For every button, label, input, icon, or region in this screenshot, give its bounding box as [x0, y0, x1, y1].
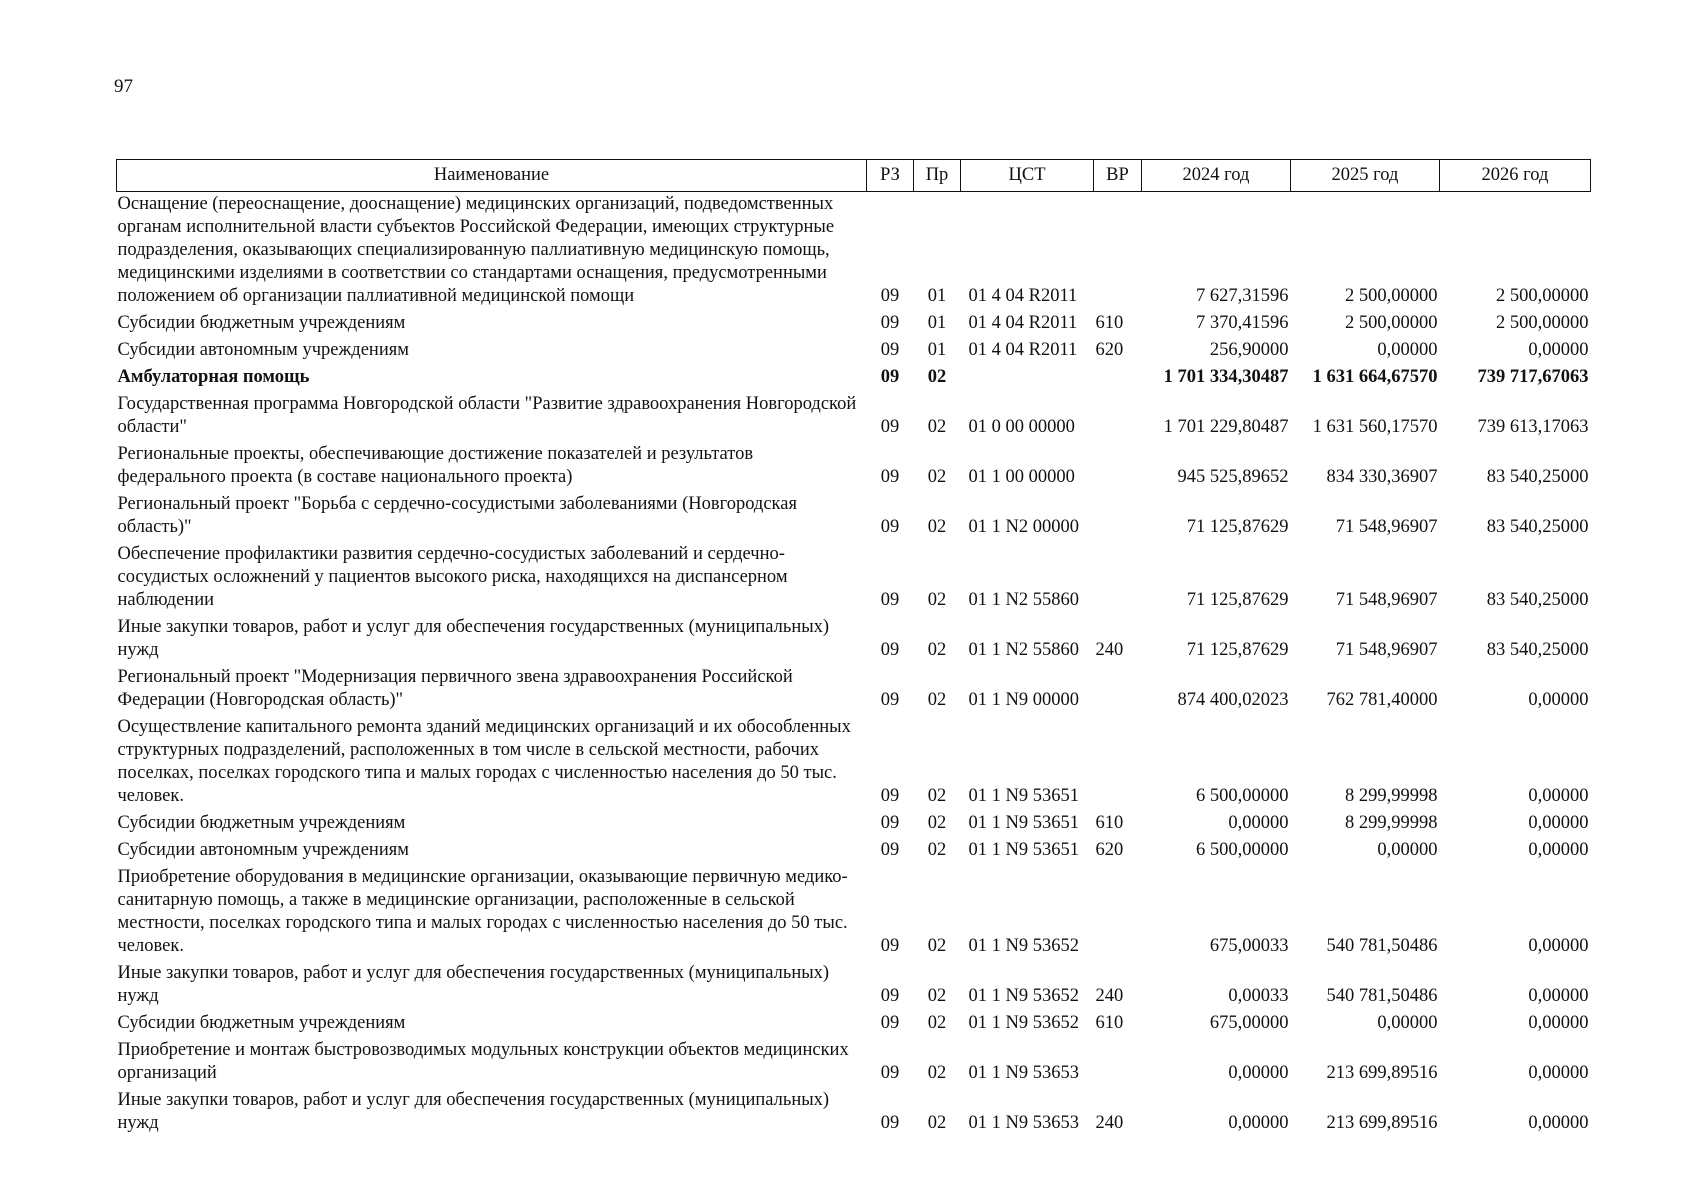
- cell-vr: 620: [1095, 840, 1124, 860]
- cell-2025: 71 548,96907: [1335, 517, 1438, 537]
- cell-2026: 0,00000: [1528, 786, 1589, 806]
- cell-2024: 945 525,89652: [1177, 467, 1289, 487]
- table-row: [117, 716, 1591, 812]
- cell-rz: 09: [880, 313, 900, 333]
- cell-2024: 71 125,87629: [1186, 590, 1289, 610]
- cell-cst: 01 0 00 00000: [968, 417, 1075, 437]
- cell-2024: 7 370,41596: [1196, 313, 1289, 333]
- cell-rz: 09: [880, 840, 900, 860]
- cell-pr: 01: [927, 286, 947, 306]
- cell-2024: 71 125,87629: [1186, 640, 1289, 660]
- cell-cst: 01 1 N9 53651: [968, 840, 1079, 860]
- cell-2025: 762 781,40000: [1326, 690, 1438, 710]
- page-number: 97: [114, 76, 133, 97]
- cell-rz: 09: [880, 417, 900, 437]
- header-2026: 2026 год: [1440, 160, 1591, 192]
- table-row: [117, 866, 1591, 962]
- cell-2025: 8 299,99998: [1345, 813, 1438, 833]
- header-rz: РЗ: [867, 160, 914, 192]
- cell-vr: [1094, 393, 1142, 443]
- cell-2025: 213 699,89516: [1326, 1063, 1438, 1083]
- cell-vr: 240: [1095, 1113, 1124, 1133]
- table-row: [117, 366, 1591, 393]
- cell-pr: 02: [927, 936, 947, 956]
- cell-2025: 1 631 560,17570: [1312, 417, 1438, 437]
- cell-cst: 01 1 N9 00000: [968, 690, 1079, 710]
- cell-name: Субсидии автономным учреждениям: [117, 840, 409, 860]
- cell-2026: 0,00000: [1528, 340, 1589, 360]
- cell-rz: 09: [880, 517, 900, 537]
- cell-cst: [961, 366, 1094, 393]
- cell-2026: 0,00000: [1528, 1013, 1589, 1033]
- cell-2025: 2 500,00000: [1345, 313, 1438, 333]
- cell-pr: 01: [927, 340, 947, 360]
- cell-vr: 240: [1095, 986, 1124, 1006]
- cell-rz: 09: [880, 640, 900, 660]
- header-row: [117, 160, 1591, 192]
- cell-2024: 256,90000: [1209, 340, 1289, 360]
- cell-name: Осуществление капитального ремонта зданий медицинских организаций и их обособленных структурных подразделений, расположенных в том числе в сельской местности, рабочих поселках, поселках городского типа и малых городах с численностью населения до 50 тыс. человек.: [117, 717, 851, 806]
- cell-2024: 71 125,87629: [1186, 517, 1289, 537]
- cell-name: Обеспечение профилактики развития сердечно-сосудистых заболеваний и сердечно-сосудистых осложнений у пациентов высокого риска, находящихся на диспансерном наблюдении: [117, 544, 788, 610]
- table-row: [117, 1012, 1591, 1039]
- cell-2026: 2 500,00000: [1496, 313, 1589, 333]
- cell-vr: [1094, 192, 1142, 313]
- cell-2026: 83 540,25000: [1486, 590, 1589, 610]
- cell-pr: 02: [927, 786, 947, 806]
- cell-pr: 02: [927, 690, 947, 710]
- cell-name: Иные закупки товаров, работ и услуг для обеспечения государственных (муниципальных) нужд: [117, 963, 830, 1006]
- cell-2024: 675,00033: [1209, 936, 1289, 956]
- cell-rz: 09: [880, 986, 900, 1006]
- cell-cst: 01 1 N9 53652: [968, 1013, 1079, 1033]
- cell-name: Региональный проект "Борьба с сердечно-сосудистыми заболеваниями (Новгородская область)": [117, 494, 797, 537]
- cell-name: Иные закупки товаров, работ и услуг для обеспечения государственных (муниципальных) нужд: [117, 1090, 830, 1133]
- cell-2026: 0,00000: [1528, 813, 1589, 833]
- cell-vr: [1094, 443, 1142, 493]
- cell-2026: 0,00000: [1528, 1063, 1589, 1083]
- cell-vr: 610: [1095, 813, 1124, 833]
- cell-rz: 09: [880, 786, 900, 806]
- cell-name: Приобретение и монтаж быстровозводимых модульных конструкции объектов медицинских организаций: [117, 1040, 849, 1083]
- cell-pr: 02: [927, 417, 947, 437]
- cell-rz: 09: [880, 1063, 900, 1083]
- cell-2025: 71 548,96907: [1335, 640, 1438, 660]
- cell-rz: 09: [880, 1113, 900, 1133]
- cell-2026: 83 540,25000: [1486, 467, 1589, 487]
- cell-name: Субсидии автономным учреждениям: [117, 340, 409, 360]
- cell-2026: 2 500,00000: [1496, 286, 1589, 306]
- cell-2025: 71 548,96907: [1335, 590, 1438, 610]
- cell-pr: 02: [927, 1013, 947, 1033]
- table-row: [117, 192, 1591, 313]
- cell-2024: 1 701 334,30487: [1163, 367, 1289, 387]
- cell-name: Амбулаторная помощь: [117, 367, 310, 387]
- cell-cst: 01 1 N2 55860: [968, 590, 1079, 610]
- cell-2024: 7 627,31596: [1196, 286, 1289, 306]
- cell-2024: 6 500,00000: [1196, 786, 1289, 806]
- cell-name: Приобретение оборудования в медицинские организации, оказывающие первичную медико-санитарную помощь, а также в медицинские организации, расположенные в сельской местности, поселках городского типа и малых городах с численностью населения до 50 тыс. человек.: [117, 867, 848, 956]
- cell-cst: 01 1 N9 53651: [968, 813, 1079, 833]
- cell-pr: 02: [927, 640, 947, 660]
- cell-name: Оснащение (переоснащение, дооснащение) медицинских организаций, подведомственных органам исполнительной власти субъектов Российской Федерации, имеющих структурные подразделения, оказывающих специализированную паллиативную медицинскую помощь, медицинскими изделиями в соответствии со стандартами оснащения, предусмотренными положением об организации паллиативной медицинской помощи: [117, 194, 835, 306]
- cell-2026: 0,00000: [1528, 986, 1589, 1006]
- cell-cst: 01 1 N2 55860: [968, 640, 1079, 660]
- cell-rz: 09: [880, 467, 900, 487]
- cell-2024: 0,00000: [1228, 813, 1289, 833]
- cell-cst: 01 4 04 R2011: [968, 313, 1078, 333]
- table-row: [117, 493, 1591, 543]
- cell-2024: 0,00000: [1228, 1063, 1289, 1083]
- cell-pr: 02: [927, 986, 947, 1006]
- cell-vr: 610: [1095, 1013, 1124, 1033]
- header-2024: 2024 год: [1142, 160, 1291, 192]
- cell-name: Региональные проекты, обеспечивающие достижение показателей и результатов федерального проекта (в составе национального проекта): [117, 444, 754, 487]
- cell-pr: 02: [927, 590, 947, 610]
- cell-2026: 739 613,17063: [1477, 417, 1589, 437]
- cell-2025: 0,00000: [1377, 840, 1438, 860]
- cell-pr: 02: [927, 813, 947, 833]
- cell-2025: 2 500,00000: [1345, 286, 1438, 306]
- cell-vr: [1094, 666, 1142, 716]
- cell-rz: 09: [880, 367, 900, 387]
- cell-2026: 83 540,25000: [1486, 640, 1589, 660]
- cell-cst: 01 1 N9 53652: [968, 986, 1079, 1006]
- cell-2025: 1 631 664,67570: [1312, 367, 1438, 387]
- cell-rz: 09: [880, 286, 900, 306]
- cell-2024: 0,00000: [1228, 1113, 1289, 1133]
- header-cst: ЦСТ: [961, 160, 1094, 192]
- cell-vr: [1094, 1039, 1142, 1089]
- cell-vr: [1094, 366, 1142, 393]
- cell-pr: 02: [927, 1063, 947, 1083]
- cell-vr: 620: [1095, 340, 1124, 360]
- cell-name: Субсидии бюджетным учреждениям: [117, 813, 406, 833]
- table-row: [117, 339, 1591, 366]
- cell-rz: 09: [880, 1013, 900, 1033]
- table-row: [117, 393, 1591, 443]
- cell-2025: 0,00000: [1377, 340, 1438, 360]
- table-row: [117, 616, 1591, 666]
- header-2025: 2025 год: [1291, 160, 1440, 192]
- cell-pr: 02: [927, 517, 947, 537]
- cell-2024: 874 400,02023: [1177, 690, 1289, 710]
- cell-2025: 834 330,36907: [1326, 467, 1438, 487]
- table-header: [117, 160, 1591, 192]
- header-vr: ВР: [1094, 160, 1142, 192]
- cell-cst: 01 1 N9 53652: [968, 936, 1079, 956]
- cell-2024: 0,00033: [1228, 986, 1289, 1006]
- cell-2026: 0,00000: [1528, 840, 1589, 860]
- table-row: [117, 1039, 1591, 1089]
- cell-rz: 09: [880, 936, 900, 956]
- table-row: [117, 839, 1591, 866]
- table-row: [117, 666, 1591, 716]
- cell-cst: 01 1 N9 53653: [968, 1113, 1079, 1133]
- cell-rz: 09: [880, 590, 900, 610]
- table-row: [117, 312, 1591, 339]
- cell-pr: 02: [927, 467, 947, 487]
- cell-name: Субсидии бюджетным учреждениям: [117, 313, 406, 333]
- cell-name: Субсидии бюджетным учреждениям: [117, 1013, 406, 1033]
- cell-2025: 8 299,99998: [1345, 786, 1438, 806]
- cell-vr: 610: [1095, 313, 1124, 333]
- cell-pr: 02: [927, 840, 947, 860]
- cell-name: Региональный проект "Модернизация первичного звена здравоохранения Российской Федерации (Новгородская область)": [117, 667, 793, 710]
- cell-name: Иные закупки товаров, работ и услуг для обеспечения государственных (муниципальных) нужд: [117, 617, 830, 660]
- cell-2024: 675,00000: [1209, 1013, 1289, 1033]
- cell-vr: [1094, 866, 1142, 962]
- cell-2024: 6 500,00000: [1196, 840, 1289, 860]
- cell-vr: [1094, 716, 1142, 812]
- table-row: [117, 543, 1591, 616]
- cell-2026: 0,00000: [1528, 1113, 1589, 1133]
- cell-pr: 02: [927, 1113, 947, 1133]
- cell-2025: 540 781,50486: [1326, 936, 1438, 956]
- budget-table: [116, 159, 1591, 1139]
- table-row: [117, 1089, 1591, 1139]
- header-name: Наименование: [117, 160, 867, 192]
- cell-2026: 83 540,25000: [1486, 517, 1589, 537]
- table-row: [117, 812, 1591, 839]
- cell-cst: 01 1 N9 53651: [968, 786, 1079, 806]
- cell-rz: 09: [880, 813, 900, 833]
- cell-cst: 01 4 04 R2011: [968, 286, 1078, 306]
- cell-cst: 01 4 04 R2011: [968, 340, 1078, 360]
- cell-cst: 01 1 00 00000: [968, 467, 1075, 487]
- cell-2024: 1 701 229,80487: [1163, 417, 1289, 437]
- cell-2026: 0,00000: [1528, 690, 1589, 710]
- table-row: [117, 962, 1591, 1012]
- cell-cst: 01 1 N9 53653: [968, 1063, 1079, 1083]
- table-body: [117, 192, 1591, 1140]
- cell-name: Государственная программа Новгородской области "Развитие здравоохранения Новгородской области": [117, 394, 857, 437]
- cell-pr: 01: [927, 313, 947, 333]
- cell-2025: 540 781,50486: [1326, 986, 1438, 1006]
- header-pr: Пр: [914, 160, 961, 192]
- cell-2026: 739 717,67063: [1477, 367, 1589, 387]
- table-row: [117, 443, 1591, 493]
- cell-rz: 09: [880, 690, 900, 710]
- cell-pr: 02: [927, 367, 947, 387]
- cell-cst: 01 1 N2 00000: [968, 517, 1079, 537]
- cell-vr: [1094, 493, 1142, 543]
- cell-2025: 213 699,89516: [1326, 1113, 1438, 1133]
- cell-2025: 0,00000: [1377, 1013, 1438, 1033]
- cell-vr: 240: [1095, 640, 1124, 660]
- cell-vr: [1094, 543, 1142, 616]
- cell-2026: 0,00000: [1528, 936, 1589, 956]
- cell-rz: 09: [880, 340, 900, 360]
